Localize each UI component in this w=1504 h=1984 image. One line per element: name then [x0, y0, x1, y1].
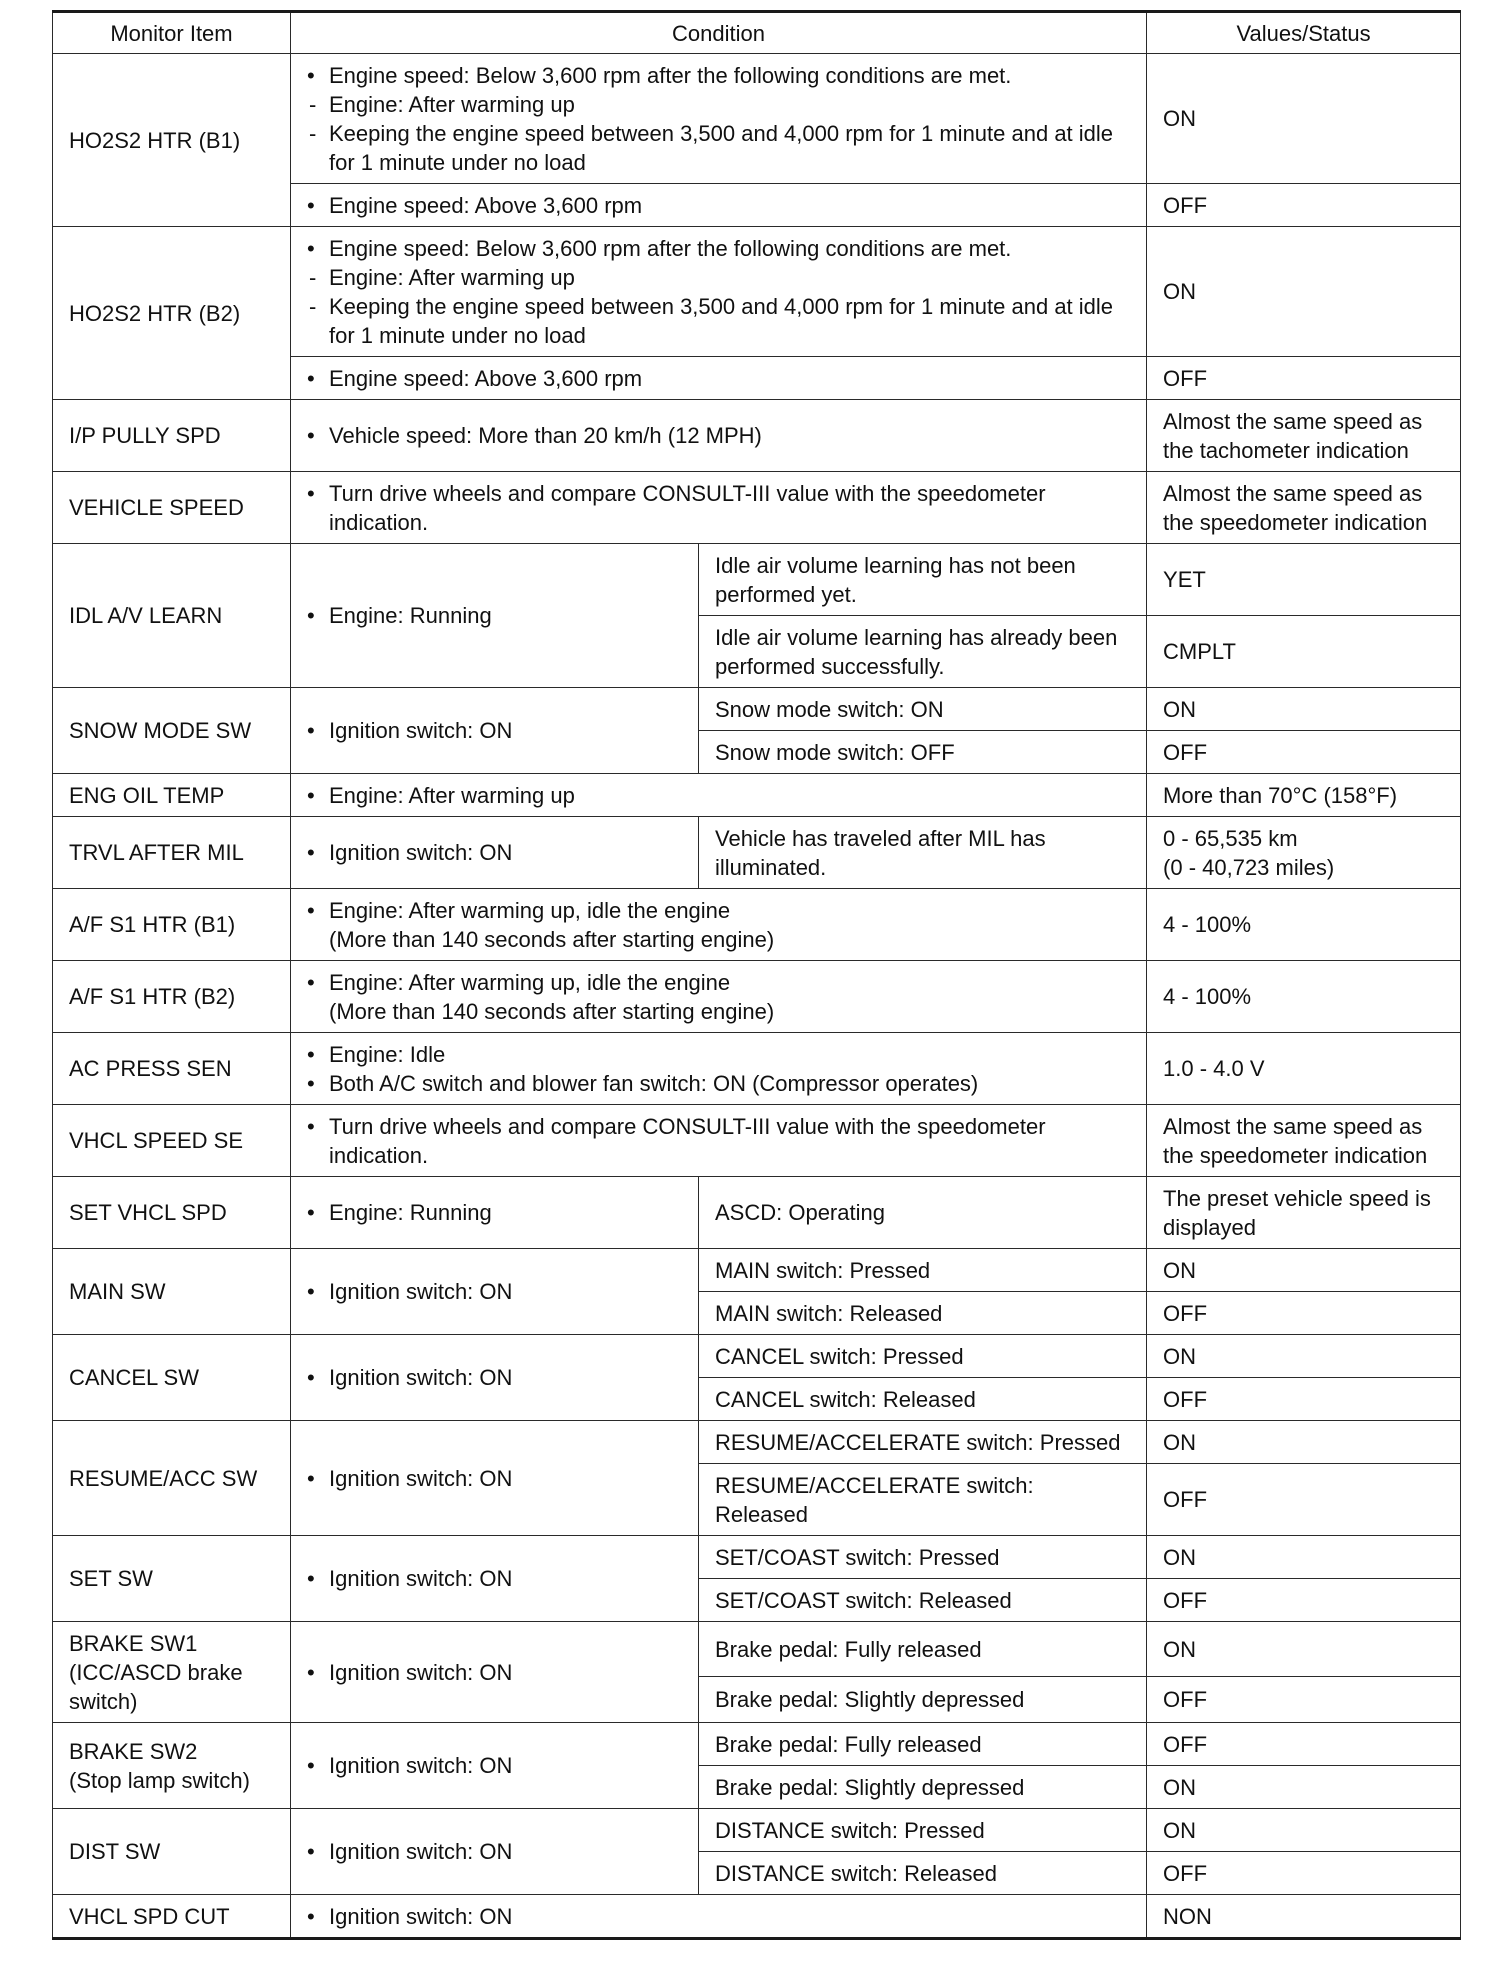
condition-detail-cell: Idle air volume learning has not been performed yet. [699, 544, 1147, 616]
value-status-cell: ON [1147, 1249, 1461, 1292]
condition-cell [291, 961, 1147, 1033]
value-status-cell: ON [1147, 1421, 1461, 1464]
condition-cell [291, 1033, 1147, 1105]
monitor-item-cell: CANCEL SW [53, 1335, 291, 1421]
condition-list [307, 191, 1132, 220]
table-row [53, 889, 1461, 961]
value-status-cell: 4 - 100% [1147, 889, 1461, 961]
condition-cell [291, 544, 699, 688]
header-condition: Condition [291, 12, 1147, 54]
monitor-item-cell: BRAKE SW1 (ICC/ASCD brake switch) [53, 1622, 291, 1723]
condition-text: - Keeping the engine speed between 3,500 and 4,000 rpm for 1 minute and at idle for 1 minute under no load [307, 292, 1132, 350]
condition-cell [291, 184, 1147, 227]
value-status-cell: OFF [1147, 1464, 1461, 1536]
table-row [53, 1335, 1461, 1378]
value-status-cell: The preset vehicle speed is displayed [1147, 1177, 1461, 1249]
table-row [53, 774, 1461, 817]
condition-list [307, 838, 684, 867]
condition-detail-cell: RESUME/ACCELERATE switch: Released [699, 1464, 1147, 1536]
condition-text: • Engine speed: Above 3,600 rpm [307, 191, 1132, 220]
value-status-cell: Almost the same speed as the speedometer indication [1147, 1105, 1461, 1177]
condition-text: • Turn drive wheels and compare CONSULT-III value with the speedometer indication. [307, 1112, 1132, 1170]
condition-cell [291, 1536, 699, 1622]
value-status-cell: OFF [1147, 1723, 1461, 1766]
value-status-cell: CMPLT [1147, 616, 1461, 688]
condition-text: • Engine: After warming up, idle the engine (More than 140 seconds after starting engine) [307, 896, 1132, 954]
condition-text: • Engine speed: Above 3,600 rpm [307, 364, 1132, 393]
table-row [53, 1536, 1461, 1579]
condition-list [307, 234, 1132, 350]
value-status-cell: 1.0 - 4.0 V [1147, 1033, 1461, 1105]
condition-text: - Keeping the engine speed between 3,500 and 4,000 rpm for 1 minute and at idle for 1 minute under no load [307, 119, 1132, 177]
table-row [53, 1809, 1461, 1852]
value-status-cell: OFF [1147, 731, 1461, 774]
condition-text: • Ignition switch: ON [307, 1902, 1132, 1931]
table-row [53, 1895, 1461, 1939]
condition-cell [291, 1622, 699, 1723]
condition-detail-cell: Brake pedal: Slightly depressed [699, 1677, 1147, 1723]
value-status-cell: YET [1147, 544, 1461, 616]
condition-text: - Engine: After warming up [307, 263, 1132, 292]
value-status-cell: OFF [1147, 1292, 1461, 1335]
condition-cell [291, 357, 1147, 400]
condition-detail-cell: SET/COAST switch: Pressed [699, 1536, 1147, 1579]
value-status-cell: OFF [1147, 1677, 1461, 1723]
table-row [53, 1622, 1461, 1677]
monitor-item-cell: IDL A/V LEARN [53, 544, 291, 688]
condition-list [307, 421, 1132, 450]
condition-text: • Ignition switch: ON [307, 716, 684, 745]
condition-text: • Ignition switch: ON [307, 838, 684, 867]
condition-cell [291, 1895, 1147, 1939]
monitor-item-cell: I/P PULLY SPD [53, 400, 291, 472]
monitor-item-cell: HO2S2 HTR (B1) [53, 54, 291, 227]
condition-list [307, 1464, 684, 1493]
value-status-cell: ON [1147, 1335, 1461, 1378]
condition-cell [291, 774, 1147, 817]
condition-detail-cell: MAIN switch: Pressed [699, 1249, 1147, 1292]
value-status-cell: OFF [1147, 1378, 1461, 1421]
monitor-item-cell: VHCL SPD CUT [53, 1895, 291, 1939]
condition-detail-cell: SET/COAST switch: Released [699, 1579, 1147, 1622]
value-status-cell: OFF [1147, 357, 1461, 400]
condition-list [307, 61, 1132, 177]
condition-detail-cell: Idle air volume learning has already been performed successfully. [699, 616, 1147, 688]
condition-text: • Ignition switch: ON [307, 1464, 684, 1493]
table-header-row [53, 12, 1461, 54]
value-status-cell: 0 - 65,535 km (0 - 40,723 miles) [1147, 817, 1461, 889]
table-row [53, 1105, 1461, 1177]
condition-detail-cell: MAIN switch: Released [699, 1292, 1147, 1335]
monitor-item-cell: AC PRESS SEN [53, 1033, 291, 1105]
condition-text: • Ignition switch: ON [307, 1277, 684, 1306]
condition-cell [291, 472, 1147, 544]
condition-cell [291, 817, 699, 889]
condition-list [307, 1751, 684, 1780]
value-status-cell: ON [1147, 1766, 1461, 1809]
condition-cell [291, 688, 699, 774]
condition-cell [291, 54, 1147, 184]
monitor-item-cell: BRAKE SW2 (Stop lamp switch) [53, 1723, 291, 1809]
table-row [53, 544, 1461, 616]
condition-cell [291, 1421, 699, 1536]
condition-text: - Engine: After warming up [307, 90, 1132, 119]
monitor-item-cell: MAIN SW [53, 1249, 291, 1335]
table-row [53, 472, 1461, 544]
monitor-item-cell: SET SW [53, 1536, 291, 1622]
condition-text: • Vehicle speed: More than 20 km/h (12 MPH) [307, 421, 1132, 450]
value-status-cell: ON [1147, 688, 1461, 731]
monitor-item-cell: TRVL AFTER MIL [53, 817, 291, 889]
condition-detail-cell: Brake pedal: Slightly depressed [699, 1766, 1147, 1809]
condition-text: • Ignition switch: ON [307, 1658, 684, 1687]
value-status-cell: ON [1147, 54, 1461, 184]
value-status-cell: OFF [1147, 1852, 1461, 1895]
condition-detail-cell: Snow mode switch: ON [699, 688, 1147, 731]
condition-text: • Turn drive wheels and compare CONSULT-III value with the speedometer indication. [307, 479, 1132, 537]
value-status-cell: NON [1147, 1895, 1461, 1939]
monitor-item-cell: A/F S1 HTR (B2) [53, 961, 291, 1033]
table-row [53, 1033, 1461, 1105]
condition-cell [291, 1177, 699, 1249]
value-status-cell: Almost the same speed as the speedometer indication [1147, 472, 1461, 544]
condition-list [307, 1277, 684, 1306]
condition-text: • Engine: After warming up, idle the engine (More than 140 seconds after starting engine) [307, 968, 1132, 1026]
table-row [53, 1723, 1461, 1766]
value-status-cell: More than 70°C (158°F) [1147, 774, 1461, 817]
condition-list [307, 896, 1132, 954]
condition-list [307, 1902, 1132, 1931]
condition-cell [291, 1249, 699, 1335]
condition-text: • Engine speed: Below 3,600 rpm after the following conditions are met. [307, 61, 1132, 90]
condition-list [307, 1564, 684, 1593]
condition-list [307, 716, 684, 745]
condition-text: • Ignition switch: ON [307, 1363, 684, 1392]
value-status-cell: OFF [1147, 184, 1461, 227]
condition-cell [291, 400, 1147, 472]
condition-detail-cell: RESUME/ACCELERATE switch: Pressed [699, 1421, 1147, 1464]
value-status-cell: Almost the same speed as the tachometer indication [1147, 400, 1461, 472]
condition-text: • Engine speed: Below 3,600 rpm after the following conditions are met. [307, 234, 1132, 263]
condition-text: • Ignition switch: ON [307, 1837, 684, 1866]
table-row [53, 817, 1461, 889]
header-values-status: Values/Status [1147, 12, 1461, 54]
value-status-cell: 4 - 100% [1147, 961, 1461, 1033]
condition-detail-cell: DISTANCE switch: Pressed [699, 1809, 1147, 1852]
table-row [53, 227, 1461, 357]
table-body [53, 54, 1461, 1939]
condition-text: • Both A/C switch and blower fan switch: ON (Compressor operates) [307, 1069, 1132, 1098]
condition-list [307, 479, 1132, 537]
condition-cell [291, 1723, 699, 1809]
condition-list [307, 968, 1132, 1026]
monitor-item-cell: HO2S2 HTR (B2) [53, 227, 291, 400]
monitor-item-cell: VEHICLE SPEED [53, 472, 291, 544]
condition-list [307, 1837, 684, 1866]
table-row [53, 688, 1461, 731]
value-status-cell: ON [1147, 1809, 1461, 1852]
table-row [53, 54, 1461, 184]
condition-detail-cell: DISTANCE switch: Released [699, 1852, 1147, 1895]
condition-list [307, 1040, 1132, 1098]
condition-text: • Engine: Idle [307, 1040, 1132, 1069]
condition-text: • Ignition switch: ON [307, 1751, 684, 1780]
condition-detail-cell: CANCEL switch: Pressed [699, 1335, 1147, 1378]
condition-cell [291, 1105, 1147, 1177]
table-row [53, 1421, 1461, 1464]
monitor-item-document [52, 10, 1460, 1940]
condition-detail-cell: CANCEL switch: Released [699, 1378, 1147, 1421]
condition-cell [291, 227, 1147, 357]
table-row [53, 400, 1461, 472]
condition-list [307, 601, 684, 630]
condition-text: • Engine: Running [307, 601, 684, 630]
value-status-cell: ON [1147, 1622, 1461, 1677]
monitor-item-cell: RESUME/ACC SW [53, 1421, 291, 1536]
monitor-item-cell: SET VHCL SPD [53, 1177, 291, 1249]
header-monitor-item: Monitor Item [53, 12, 291, 54]
monitor-item-cell: DIST SW [53, 1809, 291, 1895]
monitor-item-table [52, 10, 1461, 1940]
value-status-cell: OFF [1147, 1579, 1461, 1622]
monitor-item-cell: A/F S1 HTR (B1) [53, 889, 291, 961]
monitor-item-cell: ENG OIL TEMP [53, 774, 291, 817]
value-status-cell: ON [1147, 1536, 1461, 1579]
condition-text: • Engine: After warming up [307, 781, 1132, 810]
condition-detail-cell: Vehicle has traveled after MIL has illuminated. [699, 817, 1147, 889]
condition-list [307, 781, 1132, 810]
condition-cell [291, 1809, 699, 1895]
condition-cell [291, 889, 1147, 961]
condition-list [307, 1363, 684, 1392]
value-status-cell: ON [1147, 227, 1461, 357]
condition-cell [291, 1335, 699, 1421]
condition-detail-cell: Brake pedal: Fully released [699, 1622, 1147, 1677]
condition-detail-cell: Snow mode switch: OFF [699, 731, 1147, 774]
monitor-item-cell: SNOW MODE SW [53, 688, 291, 774]
condition-text: • Engine: Running [307, 1198, 684, 1227]
monitor-item-cell: VHCL SPEED SE [53, 1105, 291, 1177]
condition-text: • Ignition switch: ON [307, 1564, 684, 1593]
condition-list [307, 364, 1132, 393]
table-row [53, 1249, 1461, 1292]
condition-list [307, 1112, 1132, 1170]
table-row [53, 1177, 1461, 1249]
condition-detail-cell: ASCD: Operating [699, 1177, 1147, 1249]
condition-detail-cell: Brake pedal: Fully released [699, 1723, 1147, 1766]
condition-list [307, 1198, 684, 1227]
condition-list [307, 1658, 684, 1687]
table-row [53, 961, 1461, 1033]
